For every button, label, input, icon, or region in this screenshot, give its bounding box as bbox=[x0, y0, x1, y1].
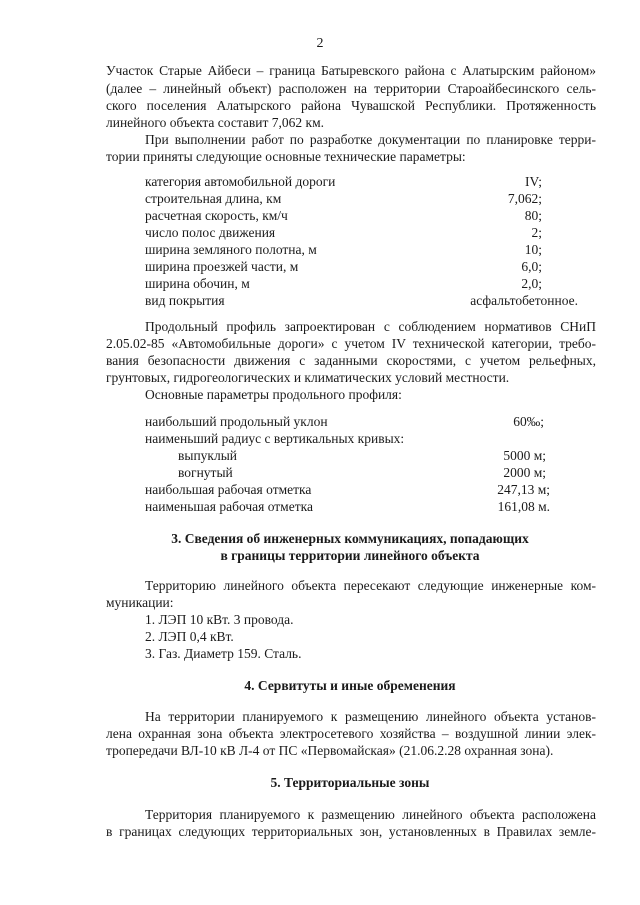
param-value: асфальтобетонное. bbox=[470, 293, 578, 308]
param-value: 2,0; bbox=[521, 276, 542, 291]
section3-list-item: 2. ЛЭП 0,4 кВт. bbox=[145, 629, 234, 644]
section3-list-item: 3. Газ. Диаметр 159. Сталь. bbox=[145, 646, 302, 661]
profile-param-label: вогнутый bbox=[178, 465, 233, 480]
profile-param-value: 2000 м; bbox=[503, 465, 546, 480]
section5-title: 5. Территориальные зоны bbox=[270, 775, 430, 790]
section3-text-line: муникации: bbox=[106, 595, 174, 610]
profile-param-value: 247,13 м; bbox=[497, 482, 550, 497]
section4-text-line: На территории планируемого к размещению линейного объекта установ- bbox=[145, 709, 596, 724]
param-value: IV; bbox=[525, 174, 542, 189]
profile-param-label: выпуклый bbox=[178, 448, 238, 463]
profile-line: грунтовых, гидрогеологических и климатических условий местности. bbox=[106, 370, 510, 385]
section3-title: в границы территории линейного объекта bbox=[220, 548, 480, 563]
param-value: 10; bbox=[524, 242, 542, 257]
profile-param-label: наибольший продольный уклон bbox=[145, 414, 328, 429]
profile-line: вания безопасности движения с заданными скоростями, с учетом рельефных, bbox=[106, 353, 596, 368]
section5-text-line: Территория планируемого к размещению линейного объекта расположена bbox=[145, 807, 596, 822]
profile-line: 2.05.02-85 «Автомобильные дороги» с учетом IV технической категории, требо- bbox=[106, 336, 596, 351]
profile-param-label: наименьший радиус с вертикальных кривых: bbox=[145, 431, 405, 446]
intro-line: Участок Старые Айбеси – граница Батыревского района с Алатырским районом» bbox=[106, 63, 596, 78]
param-label: категория автомобильной дороги bbox=[145, 174, 336, 189]
param-label: ширина проезжей части, м bbox=[145, 259, 299, 274]
page-number: 2 bbox=[316, 36, 324, 51]
section4-text-line: лена охранная зона объекта электросетевого хозяйства – воздушной линии элек- bbox=[106, 726, 596, 741]
param-label: ширина земляного полотна, м bbox=[145, 242, 317, 257]
intro-line: линейного объекта составит 7,062 км. bbox=[106, 115, 324, 130]
param-value: 80; bbox=[524, 208, 542, 223]
section5-text-line: в границах следующих территориальных зон, установленных в Правилах земле- bbox=[106, 824, 596, 839]
param-value: 6,0; bbox=[521, 259, 542, 274]
section3-list-item: 1. ЛЭП 10 кВт. 3 провода. bbox=[145, 612, 294, 627]
section3-title: 3. Сведения об инженерных коммуникациях, попадающих bbox=[171, 531, 529, 546]
profile-line: Основные параметры продольного профиля: bbox=[145, 387, 402, 402]
profile-param-value: 60‰; bbox=[513, 414, 544, 429]
param-label: ширина обочин, м bbox=[145, 276, 250, 291]
param-label: число полос движения bbox=[145, 225, 276, 240]
section3-text-line: Территорию линейного объекта пересекают следующие инженерные ком- bbox=[145, 578, 596, 593]
param-label: расчетная скорость, км/ч bbox=[145, 208, 288, 223]
param-value: 7,062; bbox=[507, 191, 542, 206]
param-label: строительная длина, км bbox=[145, 191, 282, 206]
param-label: вид покрытия bbox=[145, 293, 225, 308]
params-intro-line: тории приняты следующие основные технические параметры: bbox=[106, 149, 466, 164]
intro-line: ского поселения Алатырского района Чувашской Республики. Протяженность bbox=[106, 98, 596, 113]
profile-param-value: 5000 м; bbox=[503, 448, 546, 463]
profile-param-value: 161,08 м. bbox=[497, 499, 550, 514]
params-intro-line: При выполнении работ по разработке документации по планировке терри- bbox=[145, 132, 596, 147]
section4-title: 4. Сервитуты и иные обременения bbox=[244, 678, 456, 693]
profile-param-label: наибольшая рабочая отметка bbox=[145, 482, 312, 497]
intro-line: (далее – линейный объект) расположен на территории Староайбесинского сель- bbox=[106, 81, 596, 96]
profile-param-label: наименьшая рабочая отметка bbox=[145, 499, 313, 514]
profile-line: Продольный профиль запроектирован с соблюдением нормативов СНиП bbox=[145, 319, 596, 334]
section4-text-line: тропередачи ВЛ-10 кВ Л-4 от ПС «Первомайская» (21.06.2.28 охранная зона). bbox=[106, 743, 554, 758]
param-value: 2; bbox=[531, 225, 542, 240]
